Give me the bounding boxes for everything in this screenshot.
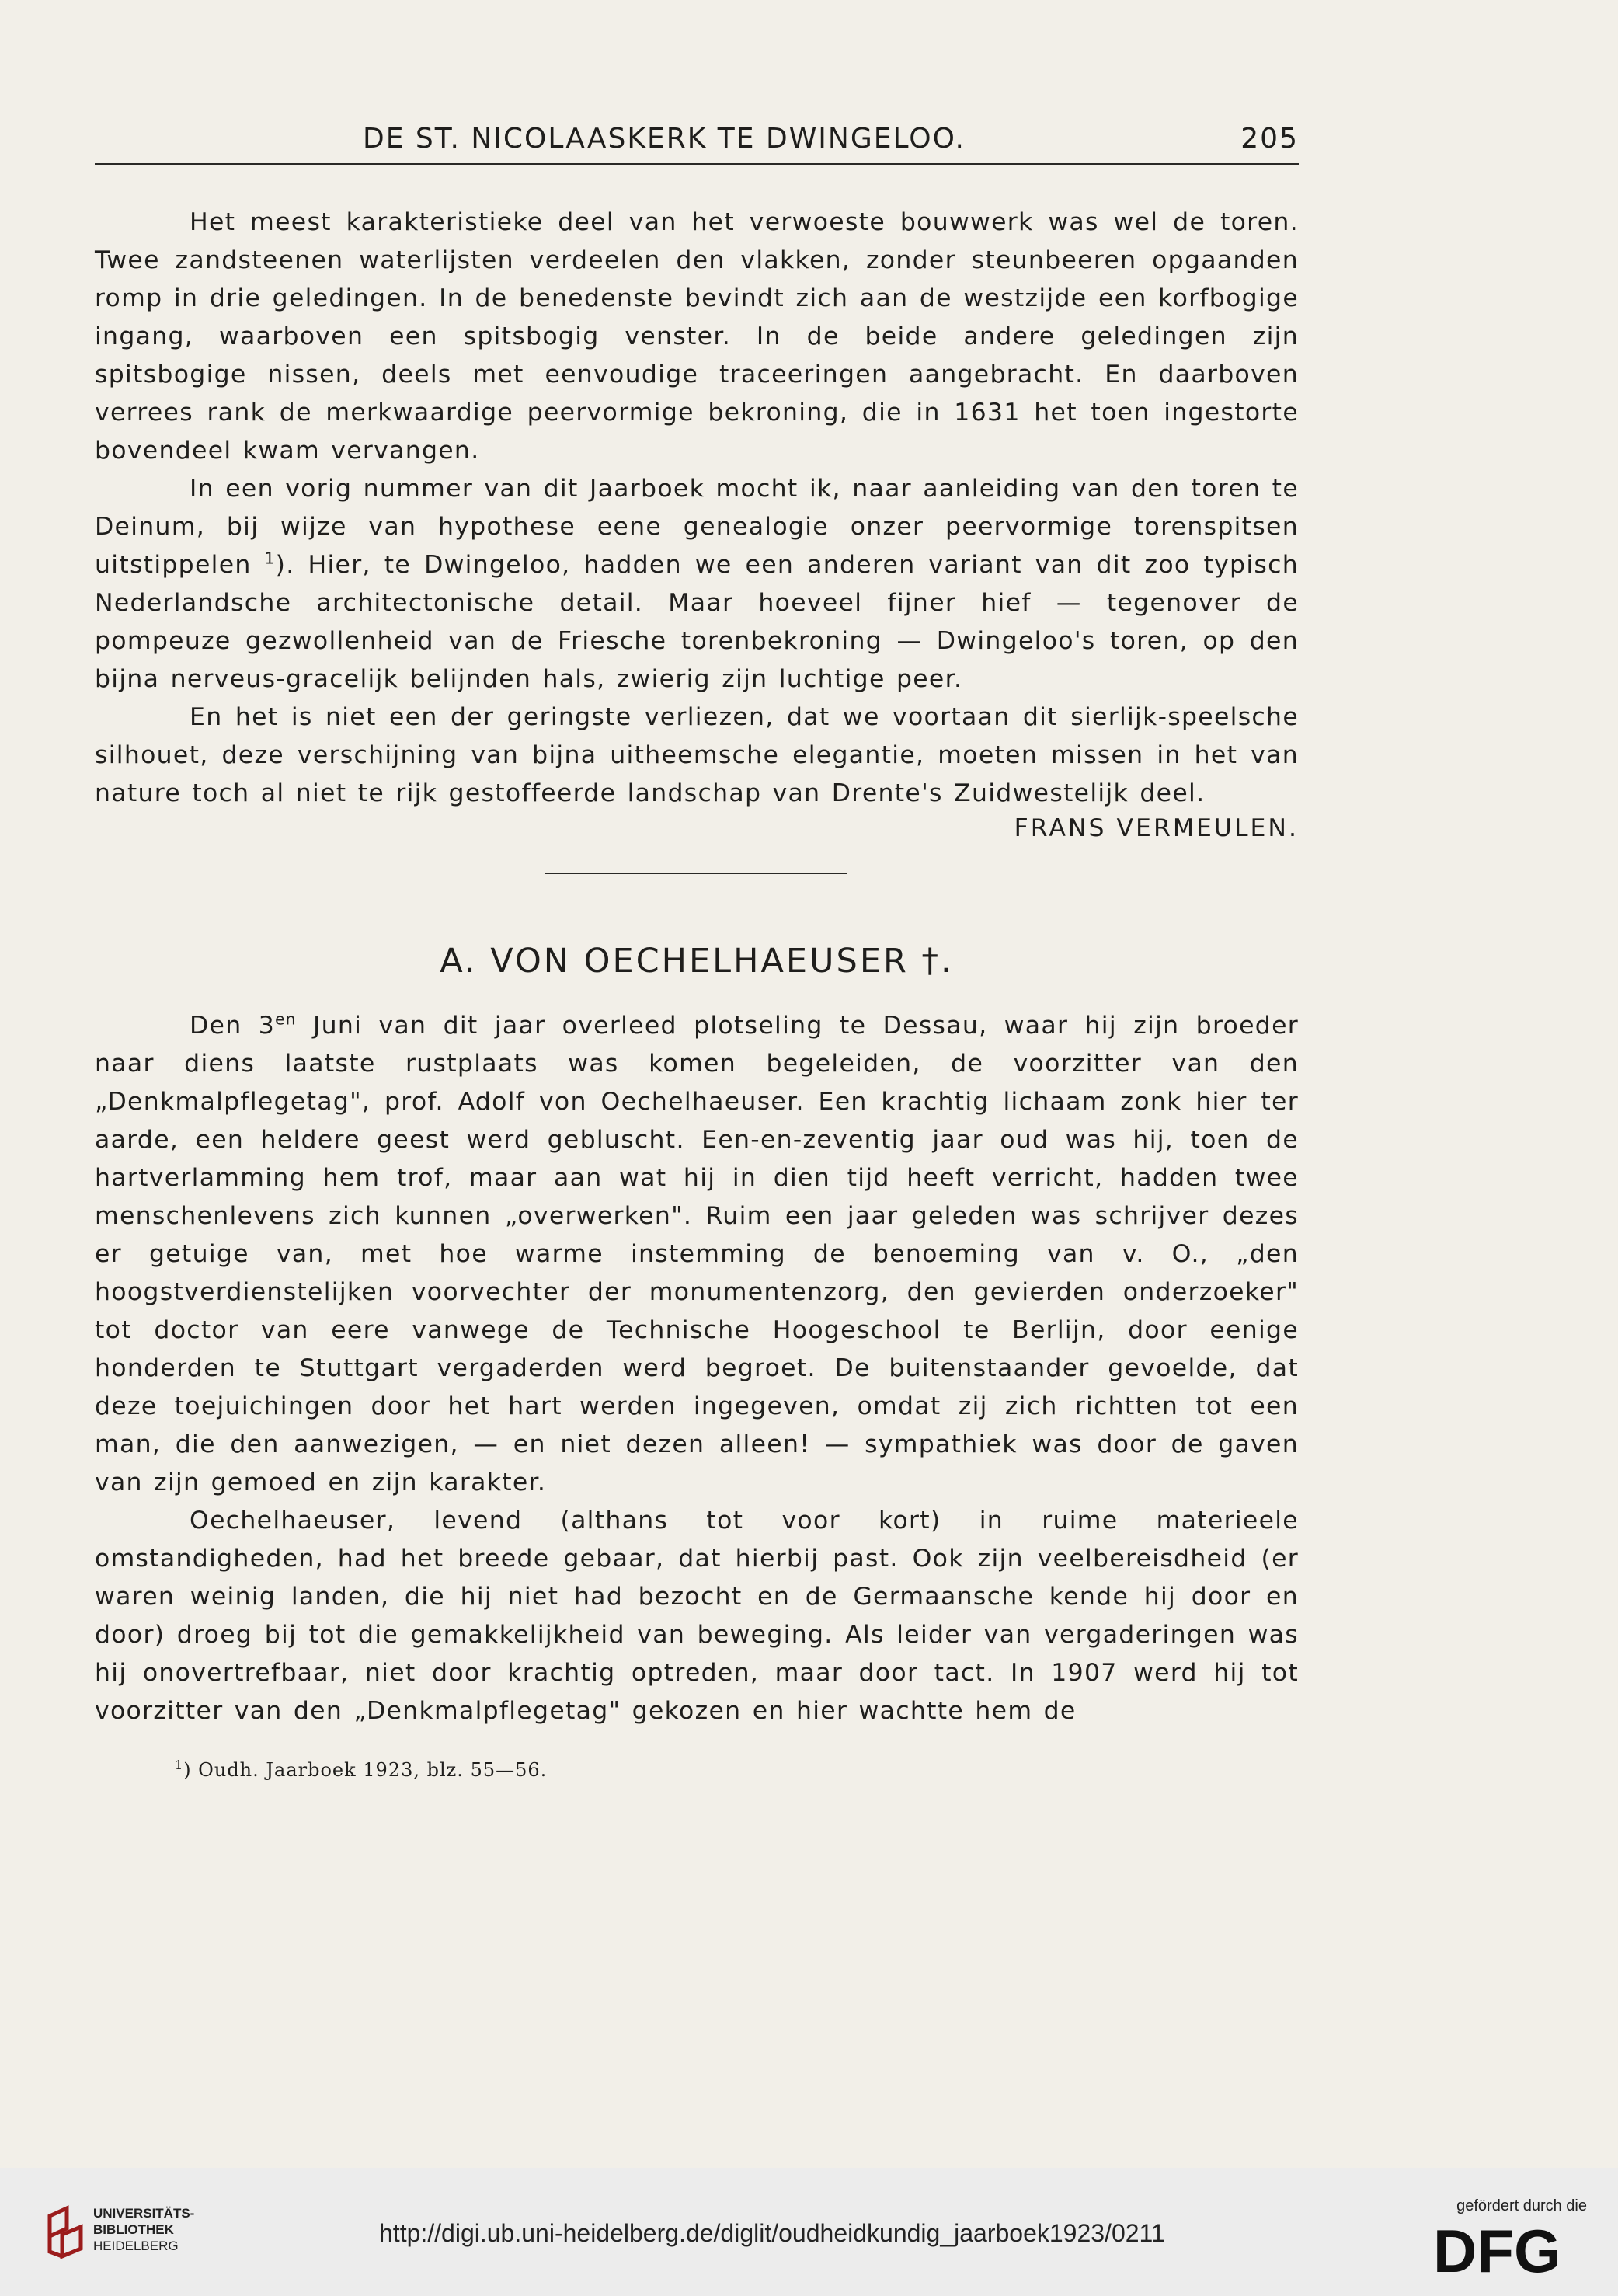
article-vermeulen: [95, 204, 1299, 813]
paragraph: [95, 470, 1299, 699]
permalink-url[interactable]: http://digi.ub.uni-heidelberg.de/diglit/oudheidkundig_jaarboek1923/0211: [379, 2219, 1165, 2247]
obituary-title: A. VON OECHELHAEUSER †.: [440, 942, 954, 981]
running-head: [95, 123, 1299, 162]
author-signature: FRANS VERMEULEN.: [1014, 814, 1299, 842]
library-name[interactable]: [93, 2205, 194, 2254]
paragraph: [95, 204, 1299, 470]
footnote-marker: 1: [175, 1758, 184, 1772]
paragraph-text: ). Hier, te Dwingeloo, hadden we een anderen variant van dit zoo typisch Nederlandsche architectonische detail. Maar hoeveel fijner hief — tegenover de pompeuze gezwollenheid van de Friesche torenbekroning — Dwingeloo's toren, op den bijna nerveus-gracelijk belijnden hals, zwierig zijn luchtige peer.: [95, 551, 1299, 693]
library-name-line: BIBLIOTHEK: [93, 2222, 174, 2237]
section-divider: [545, 869, 847, 874]
paragraph-text: Den 3: [190, 1012, 276, 1040]
paragraph-text: En het is niet een der geringste verliezen, dat we voortaan dit sierlijk-speelsche silhouet, deze verschijning van bijna uitheemsche elegantie, moeten missen in het van nature toch al niet te rijk gestoffeerde landschap van Drente's Zuidwestelijk deel.: [95, 703, 1299, 807]
superscript: en: [275, 1009, 297, 1029]
footnote: [175, 1758, 547, 1781]
running-head-title: DE ST. NICOLAASKERK TE DWINGELOO.: [363, 123, 966, 155]
paragraph: [95, 699, 1299, 813]
library-name-line: HEIDELBERG: [93, 2239, 179, 2253]
paragraph: [95, 1502, 1299, 1730]
footnote-text: ) Oudh. Jaarboek 1923, blz. 55—56.: [183, 1759, 548, 1781]
header-rule: [95, 163, 1299, 165]
article-obituary: [95, 1007, 1299, 1730]
footnote-reference[interactable]: 1: [264, 549, 276, 568]
library-logo-icon[interactable]: [45, 2205, 87, 2261]
paragraph-text: Oechelhaeuser, levend (althans tot voor kort) in ruime materieele omstandigheden, had het breede gebaar, dat hierbij past. Ook zijn veelbereisdheid (er waren weinig landen, die hij niet had bezocht en de Germaansche kende hij door en door) droeg bij tot die gemakkelijkheid van beweging. Als leider van vergaderingen was hij onovertrefbaar, niet door krachtig optreden, maar door tact. In 1907 werd hij tot voorzitter van den „Denkmalpflegetag" gekozen en hier wachtte hem de: [95, 1507, 1299, 1725]
paragraph-text: Het meest karakteristieke deel van het verwoeste bouwwerk was wel de toren. Twee zandsteenen waterlijsten verdeelen den vlakken, zonder steunbeeren opgaanden romp in drie geledingen. In de benedenste bevindt zich aan de westzijde een korfbogige ingang, waarboven een spitsbogig venster. In de beide andere geledingen zijn spitsbogige nissen, deels met eenvoudige traceeringen aangebracht. En daarboven verrees rank de merkwaardige peervormige bekroning, die in 1631 het toen ingestorte bovendeel kwam vervangen.: [95, 208, 1299, 465]
library-name-line: UNIVERSITÄTS-: [93, 2206, 195, 2221]
dfg-logo-text: DFG: [1433, 2221, 1561, 2277]
paragraph-text: In een vorig nummer van dit Jaarboek mocht ik, naar aanleiding van den toren te Deinum, bij wijze van hypothese eene genealogie onzer peervormige torenspitsen uitstippelen: [95, 475, 1299, 579]
paragraph-text: Juni van dit jaar overleed plotseling te Dessau, waar hij zijn broeder naar diens laatste rustplaats was komen begeleiden, de voorzitter van den „Denkmalpflegetag", prof. Adolf von Oechelhaeuser. Een krachtig lichaam zonk hier ter aarde, een heldere geest werd gebluscht. Een-en-zeventig jaar oud was hij, toen de hartverlamming hem trof, maar aan wat hij in dien tijd heeft verricht, hadden twee menschenlevens zich kunnen „overwerken". Ruim een jaar geleden was schrijver dezes er getuige van, met hoe warme instemming de benoeming van v. O., „den hoogstverdienstelijken voorvechter der monumentenzorg, den gevierden onderzoeker" tot doctor van eere vanwege de Technische Hoogeschool te Berlijn, door eenige honderden te Stuttgart vergaderden werd begroet. De buitenstaander gevoelde, dat deze toejuichingen door het hart werden ingegeven, omdat zij zich richtten tot een man, die den aanwezigen, — en niet dezen alleen! — sympathiek was door de gaven van zijn gemoed en zijn karakter.: [95, 1012, 1300, 1496]
paragraph: [95, 1007, 1299, 1502]
dfg-logo-icon[interactable]: [1430, 2221, 1588, 2277]
page-number: 205: [1240, 123, 1299, 155]
funding-note: gefördert durch die: [1456, 2197, 1587, 2214]
